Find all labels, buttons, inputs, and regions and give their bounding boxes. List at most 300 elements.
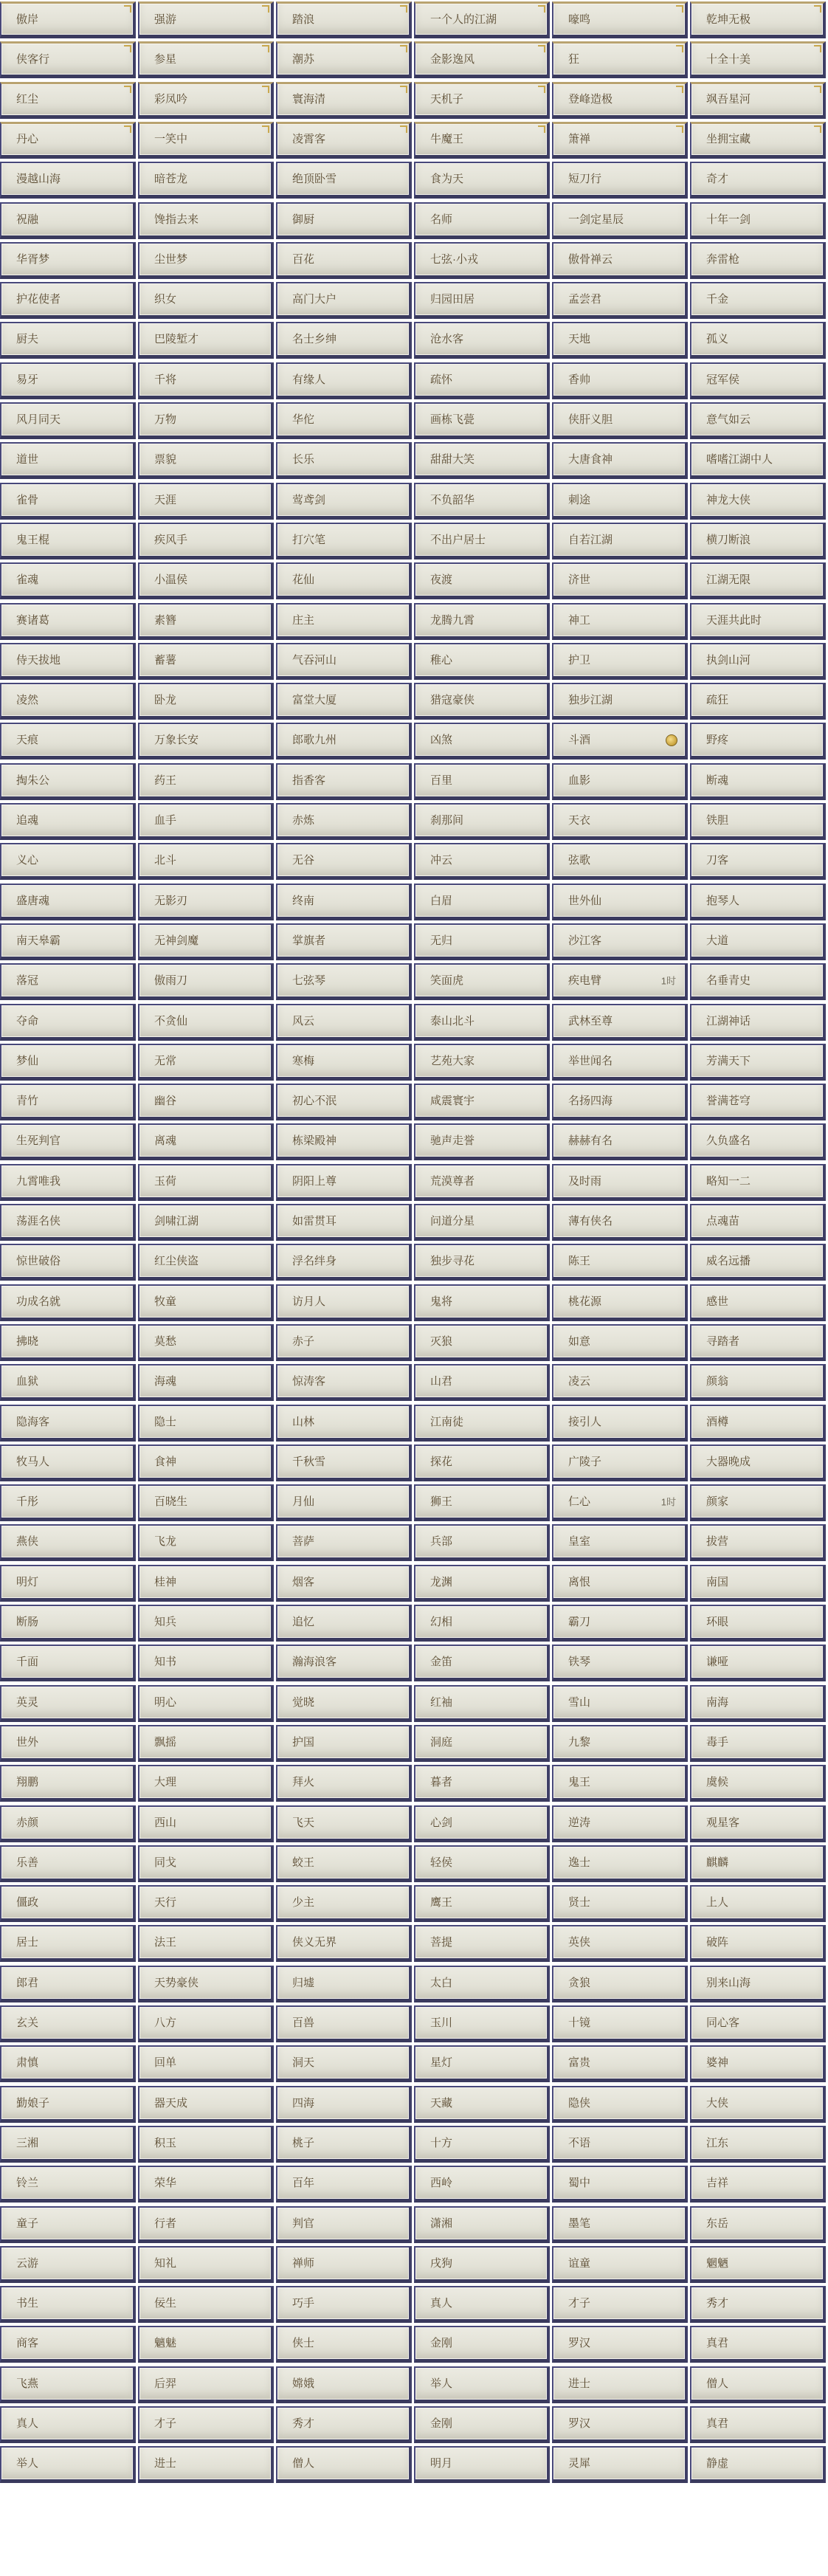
- title-tile[interactable]: [138, 1565, 274, 1602]
- title-tile[interactable]: [690, 803, 826, 840]
- title-tile[interactable]: [552, 1885, 688, 1922]
- title-tile[interactable]: [138, 562, 274, 599]
- title-tile[interactable]: [138, 1284, 274, 1321]
- title-tile[interactable]: [690, 2326, 826, 2363]
- title-tile[interactable]: [414, 122, 550, 159]
- title-tile[interactable]: [690, 41, 826, 78]
- title-tile[interactable]: [138, 2246, 274, 2283]
- title-tile[interactable]: [0, 1004, 136, 1041]
- title-tile[interactable]: [0, 2406, 136, 2443]
- title-tile[interactable]: [0, 1524, 136, 1561]
- title-tile[interactable]: [690, 1484, 826, 1521]
- title-tile[interactable]: [414, 1044, 550, 1081]
- title-tile[interactable]: [552, 2166, 688, 2203]
- title-tile[interactable]: [690, 1725, 826, 1762]
- title-tile[interactable]: [276, 2406, 412, 2443]
- title-tile[interactable]: [414, 523, 550, 559]
- title-tile[interactable]: [276, 723, 412, 760]
- title-tile[interactable]: [690, 2446, 826, 2483]
- title-tile[interactable]: [690, 362, 826, 399]
- title-tile[interactable]: [0, 282, 136, 319]
- title-tile[interactable]: [690, 322, 826, 359]
- title-tile[interactable]: [0, 2126, 136, 2163]
- title-tile[interactable]: [552, 2446, 688, 2483]
- title-tile[interactable]: [414, 1524, 550, 1561]
- title-tile[interactable]: [552, 2126, 688, 2163]
- title-tile[interactable]: [552, 82, 688, 119]
- title-tile[interactable]: [276, 1805, 412, 1842]
- title-tile[interactable]: [138, 963, 274, 1000]
- title-tile[interactable]: [276, 2086, 412, 2123]
- title-tile[interactable]: [552, 483, 688, 520]
- title-tile[interactable]: [276, 162, 412, 199]
- title-tile[interactable]: [138, 1765, 274, 1802]
- title-tile[interactable]: [552, 1123, 688, 1160]
- title-tile[interactable]: [138, 1845, 274, 1882]
- title-tile[interactable]: [552, 643, 688, 680]
- title-tile[interactable]: [552, 282, 688, 319]
- title-tile[interactable]: [414, 963, 550, 1000]
- title-tile[interactable]: [0, 1444, 136, 1481]
- title-tile[interactable]: [414, 562, 550, 599]
- title-tile[interactable]: [0, 322, 136, 359]
- title-tile[interactable]: [138, 2005, 274, 2042]
- title-tile[interactable]: [138, 362, 274, 399]
- title-tile[interactable]: [414, 1685, 550, 1722]
- title-tile[interactable]: [0, 202, 136, 239]
- title-tile[interactable]: [0, 643, 136, 680]
- title-tile[interactable]: [138, 1966, 274, 2002]
- title-tile[interactable]: [276, 402, 412, 439]
- title-tile[interactable]: [0, 1204, 136, 1241]
- title-tile[interactable]: [552, 362, 688, 399]
- title-tile[interactable]: [414, 2366, 550, 2403]
- title-tile[interactable]: [414, 1244, 550, 1281]
- title-tile[interactable]: [690, 1565, 826, 1602]
- title-tile[interactable]: [138, 122, 274, 159]
- title-tile[interactable]: [138, 1204, 274, 1241]
- title-tile[interactable]: [414, 1925, 550, 1962]
- title-tile[interactable]: [0, 162, 136, 199]
- title-tile[interactable]: [138, 202, 274, 239]
- title-tile[interactable]: [690, 2366, 826, 2403]
- title-tile[interactable]: [414, 723, 550, 760]
- title-tile[interactable]: [690, 202, 826, 239]
- title-tile[interactable]: [0, 1244, 136, 1281]
- title-tile[interactable]: [0, 82, 136, 119]
- title-tile[interactable]: [690, 1885, 826, 1922]
- title-tile[interactable]: [0, 1845, 136, 1882]
- title-tile[interactable]: [138, 1324, 274, 1361]
- title-tile[interactable]: [0, 1324, 136, 1361]
- title-tile[interactable]: [690, 282, 826, 319]
- title-tile[interactable]: [552, 322, 688, 359]
- title-tile[interactable]: [690, 1044, 826, 1081]
- title-tile[interactable]: [690, 1244, 826, 1281]
- title-tile[interactable]: [552, 1204, 688, 1241]
- title-tile[interactable]: [138, 1685, 274, 1722]
- title-tile[interactable]: [276, 1885, 412, 1922]
- title-tile[interactable]: [552, 523, 688, 559]
- title-tile[interactable]: [276, 523, 412, 559]
- title-tile[interactable]: [690, 1, 826, 38]
- title-tile[interactable]: [0, 723, 136, 760]
- title-tile[interactable]: [0, 1805, 136, 1842]
- title-tile[interactable]: [414, 1645, 550, 1681]
- title-tile[interactable]: [276, 242, 412, 279]
- title-tile[interactable]: [414, 1364, 550, 1401]
- title-tile[interactable]: [138, 41, 274, 78]
- title-tile[interactable]: [552, 1364, 688, 1401]
- title-tile[interactable]: [138, 2126, 274, 2163]
- title-tile[interactable]: [690, 923, 826, 960]
- title-tile[interactable]: [276, 2366, 412, 2403]
- title-tile[interactable]: [414, 763, 550, 800]
- title-tile[interactable]: [414, 803, 550, 840]
- title-tile[interactable]: [138, 1123, 274, 1160]
- title-tile[interactable]: [690, 242, 826, 279]
- title-tile[interactable]: [414, 643, 550, 680]
- title-tile[interactable]: [690, 122, 826, 159]
- title-tile[interactable]: [552, 1004, 688, 1041]
- title-tile[interactable]: [414, 2286, 550, 2323]
- title-tile[interactable]: [552, 2326, 688, 2363]
- title-tile[interactable]: [552, 1, 688, 38]
- title-tile[interactable]: [552, 2005, 688, 2042]
- title-tile[interactable]: [552, 2406, 688, 2443]
- title-tile[interactable]: [138, 1925, 274, 1962]
- title-tile[interactable]: [276, 282, 412, 319]
- title-tile[interactable]: [138, 442, 274, 479]
- title-tile[interactable]: [0, 1645, 136, 1681]
- title-tile[interactable]: [0, 523, 136, 559]
- title-tile[interactable]: [0, 963, 136, 1000]
- title-tile[interactable]: [276, 41, 412, 78]
- title-tile[interactable]: [0, 1685, 136, 1722]
- title-tile[interactable]: [414, 1765, 550, 1802]
- title-tile[interactable]: [138, 923, 274, 960]
- title-tile[interactable]: [276, 1925, 412, 1962]
- title-tile[interactable]: [414, 2406, 550, 2443]
- title-tile[interactable]: [690, 2005, 826, 2042]
- title-tile[interactable]: [414, 923, 550, 960]
- title-tile[interactable]: [552, 2286, 688, 2323]
- title-tile[interactable]: [276, 1725, 412, 1762]
- title-tile[interactable]: [138, 2446, 274, 2483]
- title-tile[interactable]: [138, 884, 274, 920]
- title-tile[interactable]: [552, 1084, 688, 1120]
- title-tile[interactable]: [138, 1885, 274, 1922]
- title-tile[interactable]: [690, 1084, 826, 1120]
- title-tile[interactable]: [690, 1524, 826, 1561]
- title-tile[interactable]: [276, 2206, 412, 2243]
- title-tile[interactable]: [276, 643, 412, 680]
- title-tile[interactable]: [0, 763, 136, 800]
- title-tile[interactable]: [690, 1605, 826, 1642]
- title-tile[interactable]: [0, 1484, 136, 1521]
- title-tile[interactable]: [690, 1765, 826, 1802]
- title-tile[interactable]: [690, 763, 826, 800]
- title-tile[interactable]: [552, 763, 688, 800]
- title-tile[interactable]: [138, 2326, 274, 2363]
- title-tile[interactable]: [414, 603, 550, 640]
- title-tile[interactable]: [0, 2086, 136, 2123]
- title-tile[interactable]: [276, 1645, 412, 1681]
- title-tile[interactable]: [276, 322, 412, 359]
- title-tile[interactable]: [138, 2366, 274, 2403]
- title-tile[interactable]: [276, 1284, 412, 1321]
- title-tile[interactable]: [276, 483, 412, 520]
- title-tile[interactable]: [0, 242, 136, 279]
- title-tile[interactable]: [276, 843, 412, 880]
- title-tile[interactable]: [0, 1885, 136, 1922]
- title-tile[interactable]: [552, 1725, 688, 1762]
- title-tile[interactable]: [138, 843, 274, 880]
- title-tile[interactable]: [552, 41, 688, 78]
- title-tile[interactable]: [690, 1324, 826, 1361]
- title-tile[interactable]: [0, 2326, 136, 2363]
- title-tile[interactable]: [552, 2366, 688, 2403]
- title-tile[interactable]: [0, 843, 136, 880]
- title-tile[interactable]: [690, 2406, 826, 2443]
- title-tile[interactable]: [552, 1645, 688, 1681]
- title-tile[interactable]: [552, 923, 688, 960]
- title-tile[interactable]: [138, 2406, 274, 2443]
- title-tile[interactable]: [690, 2286, 826, 2323]
- title-tile[interactable]: [138, 402, 274, 439]
- title-tile[interactable]: [552, 1524, 688, 1561]
- title-tile[interactable]: [414, 1805, 550, 1842]
- title-tile[interactable]: [276, 923, 412, 960]
- title-tile[interactable]: [552, 803, 688, 840]
- title-tile[interactable]: [276, 362, 412, 399]
- title-tile[interactable]: [414, 483, 550, 520]
- title-tile[interactable]: [138, 82, 274, 119]
- title-tile[interactable]: [414, 1845, 550, 1882]
- title-tile[interactable]: [690, 442, 826, 479]
- title-tile[interactable]: [552, 2206, 688, 2243]
- title-tile[interactable]: [414, 202, 550, 239]
- title-tile[interactable]: [138, 1084, 274, 1120]
- title-tile[interactable]: [138, 643, 274, 680]
- title-tile[interactable]: [0, 2446, 136, 2483]
- title-tile[interactable]: [0, 1084, 136, 1120]
- title-tile[interactable]: [414, 2246, 550, 2283]
- title-tile[interactable]: [690, 1123, 826, 1160]
- title-tile[interactable]: [552, 1164, 688, 1201]
- title-tile[interactable]: [138, 322, 274, 359]
- title-tile[interactable]: [138, 282, 274, 319]
- title-tile[interactable]: [276, 763, 412, 800]
- title-tile[interactable]: [414, 2206, 550, 2243]
- title-tile[interactable]: [552, 603, 688, 640]
- title-tile[interactable]: [690, 2246, 826, 2283]
- title-tile[interactable]: [0, 562, 136, 599]
- title-tile[interactable]: [690, 843, 826, 880]
- title-tile[interactable]: [276, 2326, 412, 2363]
- title-tile[interactable]: [138, 523, 274, 559]
- title-tile[interactable]: [552, 1565, 688, 1602]
- title-tile[interactable]: [552, 723, 688, 760]
- title-tile[interactable]: [414, 1484, 550, 1521]
- title-tile[interactable]: [552, 1324, 688, 1361]
- title-tile[interactable]: [138, 763, 274, 800]
- title-tile[interactable]: [276, 2005, 412, 2042]
- title-tile[interactable]: [552, 2086, 688, 2123]
- title-tile[interactable]: [690, 1004, 826, 1041]
- title-tile[interactable]: [276, 2446, 412, 2483]
- title-tile[interactable]: [0, 1725, 136, 1762]
- title-tile[interactable]: [552, 122, 688, 159]
- title-tile[interactable]: [552, 1966, 688, 2002]
- title-tile[interactable]: [414, 2126, 550, 2163]
- title-tile[interactable]: [138, 1524, 274, 1561]
- title-tile[interactable]: [0, 1284, 136, 1321]
- title-tile[interactable]: [414, 1084, 550, 1120]
- title-tile[interactable]: [690, 1805, 826, 1842]
- title-tile[interactable]: [414, 442, 550, 479]
- title-tile[interactable]: [552, 562, 688, 599]
- title-tile[interactable]: [276, 122, 412, 159]
- title-tile[interactable]: [276, 1484, 412, 1521]
- title-tile[interactable]: [138, 723, 274, 760]
- title-tile[interactable]: [138, 2086, 274, 2123]
- title-tile[interactable]: [276, 2045, 412, 2082]
- title-tile[interactable]: [276, 202, 412, 239]
- title-tile[interactable]: [690, 2166, 826, 2203]
- title-tile[interactable]: [0, 2206, 136, 2243]
- title-tile[interactable]: [0, 122, 136, 159]
- title-tile[interactable]: [414, 1123, 550, 1160]
- title-tile[interactable]: [414, 1, 550, 38]
- title-tile[interactable]: [0, 1044, 136, 1081]
- title-tile[interactable]: [690, 402, 826, 439]
- title-tile[interactable]: [414, 162, 550, 199]
- title-tile[interactable]: [414, 884, 550, 920]
- title-tile[interactable]: [552, 1405, 688, 1442]
- title-tile[interactable]: [138, 683, 274, 720]
- title-tile[interactable]: [690, 1925, 826, 1962]
- title-tile[interactable]: [414, 242, 550, 279]
- title-tile[interactable]: [414, 2005, 550, 2042]
- title-tile[interactable]: [690, 1845, 826, 1882]
- title-tile[interactable]: [276, 442, 412, 479]
- title-tile[interactable]: [690, 562, 826, 599]
- title-tile[interactable]: [276, 562, 412, 599]
- title-tile[interactable]: [276, 683, 412, 720]
- title-tile[interactable]: [0, 923, 136, 960]
- title-tile[interactable]: [138, 162, 274, 199]
- title-tile[interactable]: [0, 1405, 136, 1442]
- title-tile[interactable]: [414, 362, 550, 399]
- title-tile[interactable]: [276, 1204, 412, 1241]
- title-tile[interactable]: [414, 1164, 550, 1201]
- title-tile[interactable]: [552, 1925, 688, 1962]
- title-tile[interactable]: [276, 2286, 412, 2323]
- title-tile[interactable]: [138, 1484, 274, 1521]
- title-tile[interactable]: [414, 2166, 550, 2203]
- title-tile[interactable]: [414, 1324, 550, 1361]
- title-tile[interactable]: [276, 1164, 412, 1201]
- title-tile[interactable]: [138, 2166, 274, 2203]
- title-tile[interactable]: [552, 1605, 688, 1642]
- title-tile[interactable]: [690, 1164, 826, 1201]
- title-tile[interactable]: [138, 1244, 274, 1281]
- title-tile[interactable]: [552, 1685, 688, 1722]
- title-tile[interactable]: [414, 1444, 550, 1481]
- title-tile[interactable]: [414, 282, 550, 319]
- title-tile[interactable]: [414, 843, 550, 880]
- title-tile[interactable]: [690, 723, 826, 760]
- title-tile[interactable]: [690, 1284, 826, 1321]
- title-tile[interactable]: [414, 2086, 550, 2123]
- title-tile[interactable]: [276, 1966, 412, 2002]
- title-tile[interactable]: [0, 1, 136, 38]
- title-tile[interactable]: [0, 1164, 136, 1201]
- title-tile[interactable]: [414, 2446, 550, 2483]
- title-tile[interactable]: [414, 322, 550, 359]
- title-tile[interactable]: [690, 2045, 826, 2082]
- title-tile[interactable]: [690, 603, 826, 640]
- title-tile[interactable]: [414, 1405, 550, 1442]
- title-tile[interactable]: [552, 2045, 688, 2082]
- title-tile[interactable]: [138, 1164, 274, 1201]
- title-tile[interactable]: [0, 41, 136, 78]
- title-tile[interactable]: [0, 1565, 136, 1602]
- title-tile[interactable]: [0, 2045, 136, 2082]
- title-tile[interactable]: [138, 1, 274, 38]
- title-tile[interactable]: [138, 1405, 274, 1442]
- title-tile[interactable]: [138, 1605, 274, 1642]
- title-tile[interactable]: [276, 884, 412, 920]
- title-tile[interactable]: [690, 162, 826, 199]
- title-tile[interactable]: [552, 1044, 688, 1081]
- title-tile[interactable]: [138, 242, 274, 279]
- title-tile[interactable]: [138, 1805, 274, 1842]
- title-tile[interactable]: [276, 1084, 412, 1120]
- title-tile[interactable]: [414, 82, 550, 119]
- title-tile[interactable]: [690, 523, 826, 559]
- title-tile[interactable]: [0, 1123, 136, 1160]
- title-tile[interactable]: [276, 1244, 412, 1281]
- title-tile[interactable]: [690, 1966, 826, 2002]
- title-tile[interactable]: [138, 2286, 274, 2323]
- title-tile[interactable]: [690, 2206, 826, 2243]
- title-tile[interactable]: [0, 1364, 136, 1401]
- title-tile[interactable]: [138, 1444, 274, 1481]
- title-tile[interactable]: [552, 1244, 688, 1281]
- title-tile[interactable]: [138, 1364, 274, 1401]
- title-tile[interactable]: [414, 402, 550, 439]
- title-tile[interactable]: [552, 442, 688, 479]
- title-tile[interactable]: [138, 603, 274, 640]
- title-tile[interactable]: [0, 483, 136, 520]
- title-tile[interactable]: [414, 683, 550, 720]
- title-tile[interactable]: [552, 963, 688, 1000]
- title-tile[interactable]: [414, 1284, 550, 1321]
- title-tile[interactable]: [0, 402, 136, 439]
- title-tile[interactable]: [690, 643, 826, 680]
- title-tile[interactable]: [0, 1765, 136, 1802]
- title-tile[interactable]: [414, 2045, 550, 2082]
- title-tile[interactable]: [552, 1284, 688, 1321]
- title-tile[interactable]: [552, 162, 688, 199]
- title-tile[interactable]: [0, 1605, 136, 1642]
- title-tile[interactable]: [0, 2246, 136, 2283]
- title-tile[interactable]: [0, 2366, 136, 2403]
- title-tile[interactable]: [276, 803, 412, 840]
- title-tile[interactable]: [552, 843, 688, 880]
